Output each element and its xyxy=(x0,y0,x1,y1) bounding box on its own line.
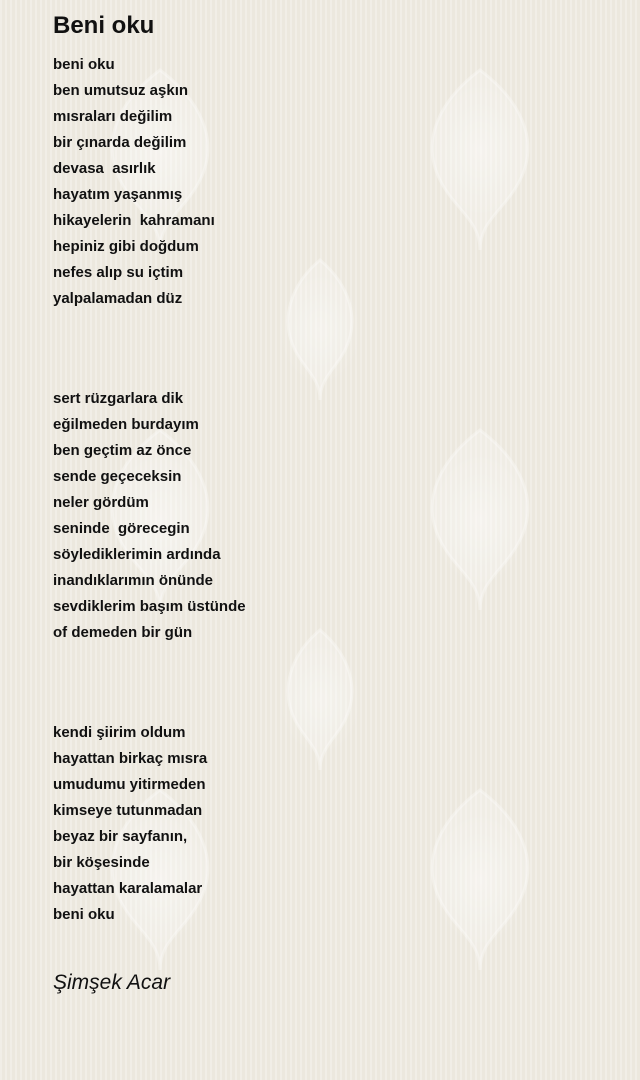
poem-line: mısraları değilim xyxy=(53,108,173,125)
poem-line: bir köşesinde xyxy=(53,854,150,871)
poem-line: söylediklerimin ardında xyxy=(53,546,221,563)
poem-line: inandıklarımın önünde xyxy=(53,572,214,589)
poem-container xyxy=(53,0,613,996)
poem-line: hayatım yaşanmış xyxy=(53,186,183,203)
poem-line: sert rüzgarlara dik xyxy=(53,390,184,407)
poem-line: ben umutsuz aşkın xyxy=(53,82,189,99)
poem-line: beyaz bir sayfanın, xyxy=(53,828,188,845)
poem-line: hayattan karalamalar xyxy=(53,880,203,897)
poem-author: Şimşek Acar xyxy=(53,971,171,994)
poem-stanza xyxy=(53,386,613,646)
poem-line: devasa asırlık xyxy=(53,160,156,177)
poem-line: beni oku xyxy=(53,906,115,923)
poem-line: bir çınarda değilim xyxy=(53,134,187,151)
poem-line: umudumu yitirmeden xyxy=(53,776,206,793)
poem-line: sende geçeceksin xyxy=(53,468,182,485)
poem-body xyxy=(53,52,613,928)
poem-stanza xyxy=(53,52,613,312)
poem-stanza xyxy=(53,720,613,928)
poem-line: seninde görecegin xyxy=(53,520,190,537)
poem-line: hikayelerin kahramanı xyxy=(53,212,215,229)
poem-line: eğilmeden burdayım xyxy=(53,416,199,433)
poem-line: hepiniz gibi doğdum xyxy=(53,238,199,255)
poem-line: neler gördüm xyxy=(53,494,149,511)
poem-line: ben geçtim az önce xyxy=(53,442,192,459)
poem-line: kimseye tutunmadan xyxy=(53,802,203,819)
poem-line: yalpalamadan düz xyxy=(53,290,183,307)
poem-title: Beni oku xyxy=(53,12,155,39)
poem-line: beni oku xyxy=(53,56,115,73)
poem-line: of demeden bir gün xyxy=(53,624,193,641)
poem-line: hayattan birkaç mısra xyxy=(53,750,208,767)
poem-line: sevdiklerim başım üstünde xyxy=(53,598,246,615)
poem-line: nefes alıp su içtim xyxy=(53,264,184,281)
poem-line: kendi şiirim oldum xyxy=(53,724,186,741)
